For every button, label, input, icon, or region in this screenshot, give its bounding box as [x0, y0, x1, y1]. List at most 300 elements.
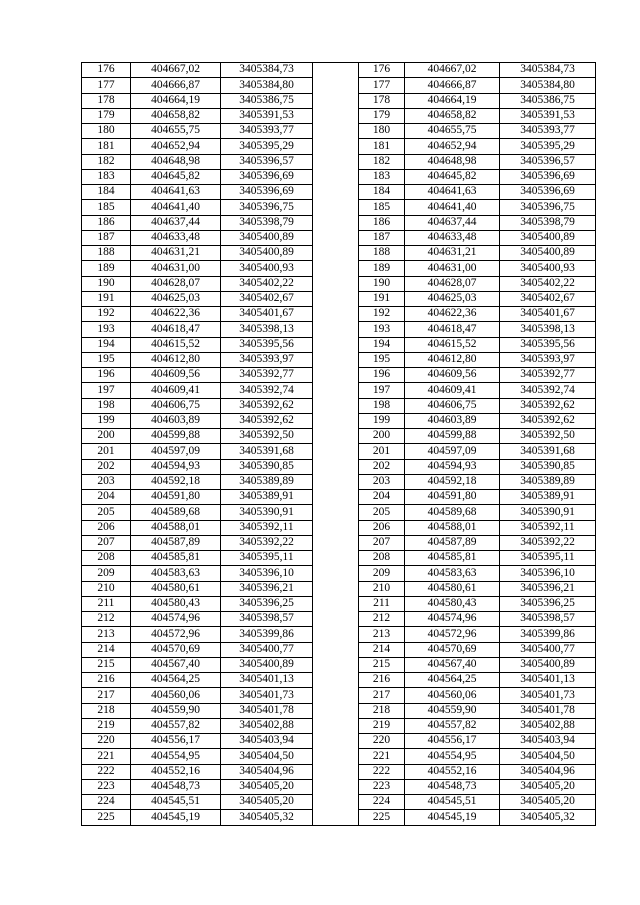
table-row: [82, 63, 596, 78]
x-coordinate-cell: 404597,09: [131, 444, 221, 459]
x-coordinate-cell: 404664,19: [131, 93, 221, 108]
point-number-cell: 210: [359, 581, 405, 596]
point-number-cell: 211: [82, 596, 131, 611]
x-coordinate-cell: 404548,73: [131, 779, 221, 794]
x-coordinate-cell: 404589,68: [405, 505, 500, 520]
x-coordinate-cell: 404609,41: [131, 383, 221, 398]
y-coordinate-cell: 3405392,74: [500, 383, 596, 398]
x-coordinate-cell: 404572,96: [405, 627, 500, 642]
spacer-cell: [313, 337, 359, 352]
x-coordinate-cell: 404588,01: [131, 520, 221, 535]
table-row: [82, 490, 596, 505]
point-number-cell: 216: [359, 673, 405, 688]
x-coordinate-cell: 404592,18: [405, 474, 500, 489]
point-number-cell: 214: [359, 642, 405, 657]
y-coordinate-cell: 3405390,91: [500, 505, 596, 520]
point-number-cell: 222: [82, 764, 131, 779]
point-number-cell: 206: [359, 520, 405, 535]
y-coordinate-cell: 3405390,85: [221, 459, 313, 474]
point-number-cell: 190: [359, 276, 405, 291]
point-number-cell: 208: [82, 551, 131, 566]
y-coordinate-cell: 3405402,88: [500, 718, 596, 733]
point-number-cell: 224: [359, 795, 405, 810]
spacer-cell: [313, 185, 359, 200]
spacer-cell: [313, 413, 359, 428]
table-row: [82, 291, 596, 306]
point-number-cell: 219: [82, 718, 131, 733]
y-coordinate-cell: 3405396,69: [500, 185, 596, 200]
y-coordinate-cell: 3405393,97: [500, 352, 596, 367]
spacer-cell: [313, 383, 359, 398]
y-coordinate-cell: 3405401,73: [221, 688, 313, 703]
spacer-cell: [313, 734, 359, 749]
point-number-cell: 180: [359, 124, 405, 139]
table-row: [82, 246, 596, 261]
x-coordinate-cell: 404572,96: [131, 627, 221, 642]
y-coordinate-cell: 3405405,20: [221, 795, 313, 810]
spacer-cell: [313, 490, 359, 505]
y-coordinate-cell: 3405396,21: [221, 581, 313, 596]
spacer-cell: [313, 642, 359, 657]
x-coordinate-cell: 404554,95: [405, 749, 500, 764]
y-coordinate-cell: 3405398,79: [221, 215, 313, 230]
spacer-cell: [313, 398, 359, 413]
spacer-cell: [313, 657, 359, 672]
y-coordinate-cell: 3405404,50: [221, 749, 313, 764]
x-coordinate-cell: 404612,80: [405, 352, 500, 367]
spacer-cell: [313, 673, 359, 688]
x-coordinate-cell: 404594,93: [405, 459, 500, 474]
point-number-cell: 191: [82, 291, 131, 306]
point-number-cell: 178: [82, 93, 131, 108]
y-coordinate-cell: 3405396,69: [221, 169, 313, 184]
point-number-cell: 185: [82, 200, 131, 215]
y-coordinate-cell: 3405384,73: [500, 63, 596, 78]
spacer-cell: [313, 551, 359, 566]
y-coordinate-cell: 3405401,78: [500, 703, 596, 718]
y-coordinate-cell: 3405400,89: [500, 657, 596, 672]
x-coordinate-cell: 404609,41: [405, 383, 500, 398]
x-coordinate-cell: 404567,40: [405, 657, 500, 672]
y-coordinate-cell: 3405396,10: [221, 566, 313, 581]
point-number-cell: 225: [82, 810, 131, 825]
point-number-cell: 196: [359, 368, 405, 383]
x-coordinate-cell: 404628,07: [405, 276, 500, 291]
table-row: [82, 474, 596, 489]
y-coordinate-cell: 3405391,53: [221, 108, 313, 123]
x-coordinate-cell: 404667,02: [405, 63, 500, 78]
x-coordinate-cell: 404545,51: [131, 795, 221, 810]
x-coordinate-cell: 404618,47: [131, 322, 221, 337]
point-number-cell: 204: [82, 490, 131, 505]
table-row: [82, 429, 596, 444]
x-coordinate-cell: 404556,17: [131, 734, 221, 749]
table-row: [82, 764, 596, 779]
x-coordinate-cell: 404580,43: [131, 596, 221, 611]
point-number-cell: 182: [359, 154, 405, 169]
point-number-cell: 206: [82, 520, 131, 535]
x-coordinate-cell: 404564,25: [405, 673, 500, 688]
table-row: [82, 398, 596, 413]
spacer-cell: [313, 93, 359, 108]
table-row: [82, 78, 596, 93]
table-row: [82, 261, 596, 276]
point-number-cell: 205: [359, 505, 405, 520]
point-number-cell: 216: [82, 673, 131, 688]
y-coordinate-cell: 3405404,50: [500, 749, 596, 764]
point-number-cell: 194: [82, 337, 131, 352]
x-coordinate-cell: 404641,63: [131, 185, 221, 200]
x-coordinate-cell: 404580,61: [131, 581, 221, 596]
point-number-cell: 181: [359, 139, 405, 154]
x-coordinate-cell: 404580,43: [405, 596, 500, 611]
y-coordinate-cell: 3405401,78: [221, 703, 313, 718]
y-coordinate-cell: 3405402,88: [221, 718, 313, 733]
y-coordinate-cell: 3405404,96: [221, 764, 313, 779]
table-row: [82, 444, 596, 459]
y-coordinate-cell: 3405395,11: [221, 551, 313, 566]
point-number-cell: 198: [82, 398, 131, 413]
point-number-cell: 199: [359, 413, 405, 428]
spacer-cell: [313, 276, 359, 291]
spacer-cell: [313, 200, 359, 215]
x-coordinate-cell: 404606,75: [405, 398, 500, 413]
y-coordinate-cell: 3405395,29: [221, 139, 313, 154]
y-coordinate-cell: 3405392,11: [500, 520, 596, 535]
table-row: [82, 535, 596, 550]
point-number-cell: 189: [82, 261, 131, 276]
x-coordinate-cell: 404552,16: [131, 764, 221, 779]
point-number-cell: 221: [359, 749, 405, 764]
point-number-cell: 220: [359, 734, 405, 749]
table-row: [82, 505, 596, 520]
point-number-cell: 181: [82, 139, 131, 154]
spacer-cell: [313, 505, 359, 520]
x-coordinate-cell: 404645,82: [405, 169, 500, 184]
y-coordinate-cell: 3405392,62: [221, 398, 313, 413]
point-number-cell: 210: [82, 581, 131, 596]
spacer-cell: [313, 688, 359, 703]
point-number-cell: 186: [82, 215, 131, 230]
x-coordinate-cell: 404597,09: [405, 444, 500, 459]
point-number-cell: 177: [359, 78, 405, 93]
point-number-cell: 183: [82, 169, 131, 184]
y-coordinate-cell: 3405392,77: [221, 368, 313, 383]
x-coordinate-cell: 404631,00: [131, 261, 221, 276]
point-number-cell: 196: [82, 368, 131, 383]
x-coordinate-cell: 404652,94: [131, 139, 221, 154]
x-coordinate-cell: 404570,69: [405, 642, 500, 657]
spacer-cell: [313, 291, 359, 306]
x-coordinate-cell: 404583,63: [405, 566, 500, 581]
y-coordinate-cell: 3405401,73: [500, 688, 596, 703]
y-coordinate-cell: 3405393,97: [221, 352, 313, 367]
y-coordinate-cell: 3405398,57: [221, 612, 313, 627]
x-coordinate-cell: 404603,89: [405, 413, 500, 428]
point-number-cell: 199: [82, 413, 131, 428]
x-coordinate-cell: 404574,96: [131, 612, 221, 627]
y-coordinate-cell: 3405396,25: [221, 596, 313, 611]
point-number-cell: 198: [359, 398, 405, 413]
spacer-cell: [313, 459, 359, 474]
y-coordinate-cell: 3405398,57: [500, 612, 596, 627]
x-coordinate-cell: 404609,56: [131, 368, 221, 383]
x-coordinate-cell: 404622,36: [405, 307, 500, 322]
spacer-cell: [313, 169, 359, 184]
y-coordinate-cell: 3405389,89: [221, 474, 313, 489]
x-coordinate-cell: 404664,19: [405, 93, 500, 108]
x-coordinate-cell: 404648,98: [405, 154, 500, 169]
point-number-cell: 185: [359, 200, 405, 215]
x-coordinate-cell: 404648,98: [131, 154, 221, 169]
x-coordinate-cell: 404545,51: [405, 795, 500, 810]
y-coordinate-cell: 3405392,22: [221, 535, 313, 550]
point-number-cell: 176: [82, 63, 131, 78]
y-coordinate-cell: 3405403,94: [500, 734, 596, 749]
spacer-cell: [313, 63, 359, 78]
x-coordinate-cell: 404622,36: [131, 307, 221, 322]
spacer-cell: [313, 535, 359, 550]
x-coordinate-cell: 404618,47: [405, 322, 500, 337]
spacer-cell: [313, 596, 359, 611]
y-coordinate-cell: 3405384,73: [221, 63, 313, 78]
x-coordinate-cell: 404641,40: [131, 200, 221, 215]
x-coordinate-cell: 404589,68: [131, 505, 221, 520]
y-coordinate-cell: 3405401,13: [221, 673, 313, 688]
y-coordinate-cell: 3405392,11: [221, 520, 313, 535]
y-coordinate-cell: 3405392,62: [500, 398, 596, 413]
x-coordinate-cell: 404599,88: [405, 429, 500, 444]
table-row: [82, 734, 596, 749]
table-row: [82, 276, 596, 291]
spacer-cell: [313, 779, 359, 794]
spacer-cell: [313, 627, 359, 642]
table-row: [82, 185, 596, 200]
point-number-cell: 183: [359, 169, 405, 184]
y-coordinate-cell: 3405392,50: [221, 429, 313, 444]
y-coordinate-cell: 3405391,68: [500, 444, 596, 459]
point-number-cell: 176: [359, 63, 405, 78]
x-coordinate-cell: 404588,01: [405, 520, 500, 535]
table-row: [82, 749, 596, 764]
point-number-cell: 215: [82, 657, 131, 672]
y-coordinate-cell: 3405392,50: [500, 429, 596, 444]
point-number-cell: 191: [359, 291, 405, 306]
y-coordinate-cell: 3405389,89: [500, 474, 596, 489]
point-number-cell: 223: [82, 779, 131, 794]
y-coordinate-cell: 3405396,57: [221, 154, 313, 169]
point-number-cell: 193: [82, 322, 131, 337]
x-coordinate-cell: 404625,03: [131, 291, 221, 306]
table-row: [82, 718, 596, 733]
x-coordinate-cell: 404609,56: [405, 368, 500, 383]
point-number-cell: 201: [82, 444, 131, 459]
point-number-cell: 212: [82, 612, 131, 627]
table-row: [82, 337, 596, 352]
y-coordinate-cell: 3405400,93: [221, 261, 313, 276]
x-coordinate-cell: 404633,48: [405, 230, 500, 245]
table-row: [82, 322, 596, 337]
y-coordinate-cell: 3405401,13: [500, 673, 596, 688]
point-number-cell: 197: [82, 383, 131, 398]
spacer-cell: [313, 307, 359, 322]
table-row: [82, 368, 596, 383]
point-number-cell: 218: [82, 703, 131, 718]
spacer-cell: [313, 246, 359, 261]
x-coordinate-cell: 404652,94: [405, 139, 500, 154]
table-row: [82, 810, 596, 825]
point-number-cell: 218: [359, 703, 405, 718]
point-number-cell: 201: [359, 444, 405, 459]
x-coordinate-cell: 404599,88: [131, 429, 221, 444]
spacer-cell: [313, 230, 359, 245]
spacer-cell: [313, 78, 359, 93]
point-number-cell: 224: [82, 795, 131, 810]
point-number-cell: 178: [359, 93, 405, 108]
x-coordinate-cell: 404560,06: [405, 688, 500, 703]
point-number-cell: 179: [82, 108, 131, 123]
spacer-cell: [313, 444, 359, 459]
x-coordinate-cell: 404641,40: [405, 200, 500, 215]
table-row: [82, 551, 596, 566]
x-coordinate-cell: 404585,81: [405, 551, 500, 566]
spacer-cell: [313, 352, 359, 367]
table-row: [82, 779, 596, 794]
x-coordinate-cell: 404574,96: [405, 612, 500, 627]
table-row: [82, 627, 596, 642]
y-coordinate-cell: 3405395,56: [500, 337, 596, 352]
spacer-cell: [313, 703, 359, 718]
y-coordinate-cell: 3405402,22: [221, 276, 313, 291]
y-coordinate-cell: 3405400,77: [500, 642, 596, 657]
point-number-cell: 204: [359, 490, 405, 505]
point-number-cell: 203: [359, 474, 405, 489]
x-coordinate-cell: 404658,82: [405, 108, 500, 123]
y-coordinate-cell: 3405384,80: [500, 78, 596, 93]
point-number-cell: 203: [82, 474, 131, 489]
table-row: [82, 139, 596, 154]
y-coordinate-cell: 3405390,91: [221, 505, 313, 520]
point-number-cell: 200: [82, 429, 131, 444]
y-coordinate-cell: 3405399,86: [500, 627, 596, 642]
point-number-cell: 221: [82, 749, 131, 764]
y-coordinate-cell: 3405392,74: [221, 383, 313, 398]
y-coordinate-cell: 3405395,29: [500, 139, 596, 154]
x-coordinate-cell: 404545,19: [131, 810, 221, 825]
y-coordinate-cell: 3405400,93: [500, 261, 596, 276]
point-number-cell: 179: [359, 108, 405, 123]
spacer-cell: [313, 764, 359, 779]
y-coordinate-cell: 3405401,67: [500, 307, 596, 322]
spacer-cell: [313, 124, 359, 139]
spacer-cell: [313, 612, 359, 627]
point-number-cell: 200: [359, 429, 405, 444]
x-coordinate-cell: 404631,00: [405, 261, 500, 276]
point-number-cell: 209: [82, 566, 131, 581]
x-coordinate-cell: 404556,17: [405, 734, 500, 749]
point-number-cell: 207: [82, 535, 131, 550]
y-coordinate-cell: 3405400,89: [221, 230, 313, 245]
point-number-cell: 213: [359, 627, 405, 642]
x-coordinate-cell: 404628,07: [131, 276, 221, 291]
y-coordinate-cell: 3405393,77: [221, 124, 313, 139]
table-row: [82, 307, 596, 322]
y-coordinate-cell: 3405396,21: [500, 581, 596, 596]
y-coordinate-cell: 3405396,57: [500, 154, 596, 169]
x-coordinate-cell: 404625,03: [405, 291, 500, 306]
x-coordinate-cell: 404655,75: [131, 124, 221, 139]
table-row: [82, 596, 596, 611]
y-coordinate-cell: 3405399,86: [221, 627, 313, 642]
x-coordinate-cell: 404633,48: [131, 230, 221, 245]
spacer-cell: [313, 429, 359, 444]
point-number-cell: 188: [359, 246, 405, 261]
y-coordinate-cell: 3405400,89: [221, 246, 313, 261]
table-row: [82, 520, 596, 535]
point-number-cell: 214: [82, 642, 131, 657]
x-coordinate-cell: 404585,81: [131, 551, 221, 566]
x-coordinate-cell: 404655,75: [405, 124, 500, 139]
y-coordinate-cell: 3405400,89: [500, 230, 596, 245]
x-coordinate-cell: 404580,61: [405, 581, 500, 596]
spacer-cell: [313, 154, 359, 169]
table-row: [82, 230, 596, 245]
x-coordinate-cell: 404645,82: [131, 169, 221, 184]
point-number-cell: 187: [359, 230, 405, 245]
point-number-cell: 223: [359, 779, 405, 794]
x-coordinate-cell: 404641,63: [405, 185, 500, 200]
spacer-cell: [313, 749, 359, 764]
point-number-cell: 189: [359, 261, 405, 276]
x-coordinate-cell: 404637,44: [131, 215, 221, 230]
point-number-cell: 195: [82, 352, 131, 367]
point-number-cell: 217: [359, 688, 405, 703]
x-coordinate-cell: 404570,69: [131, 642, 221, 657]
x-coordinate-cell: 404591,80: [405, 490, 500, 505]
table-row: [82, 352, 596, 367]
point-number-cell: 190: [82, 276, 131, 291]
y-coordinate-cell: 3405402,67: [500, 291, 596, 306]
y-coordinate-cell: 3405404,96: [500, 764, 596, 779]
y-coordinate-cell: 3405392,62: [221, 413, 313, 428]
x-coordinate-cell: 404606,75: [131, 398, 221, 413]
table-row: [82, 566, 596, 581]
y-coordinate-cell: 3405396,75: [500, 200, 596, 215]
y-coordinate-cell: 3405401,67: [221, 307, 313, 322]
x-coordinate-cell: 404554,95: [131, 749, 221, 764]
x-coordinate-cell: 404615,52: [131, 337, 221, 352]
point-number-cell: 192: [359, 307, 405, 322]
point-number-cell: 193: [359, 322, 405, 337]
point-number-cell: 205: [82, 505, 131, 520]
y-coordinate-cell: 3405405,20: [500, 795, 596, 810]
point-number-cell: 184: [359, 185, 405, 200]
y-coordinate-cell: 3405386,75: [500, 93, 596, 108]
x-coordinate-cell: 404658,82: [131, 108, 221, 123]
point-number-cell: 208: [359, 551, 405, 566]
x-coordinate-cell: 404591,80: [131, 490, 221, 505]
point-number-cell: 222: [359, 764, 405, 779]
spacer-cell: [313, 581, 359, 596]
spacer-cell: [313, 139, 359, 154]
x-coordinate-cell: 404666,87: [405, 78, 500, 93]
point-number-cell: 202: [82, 459, 131, 474]
point-number-cell: 211: [359, 596, 405, 611]
x-coordinate-cell: 404587,89: [131, 535, 221, 550]
point-number-cell: 195: [359, 352, 405, 367]
point-number-cell: 220: [82, 734, 131, 749]
y-coordinate-cell: 3405386,75: [221, 93, 313, 108]
